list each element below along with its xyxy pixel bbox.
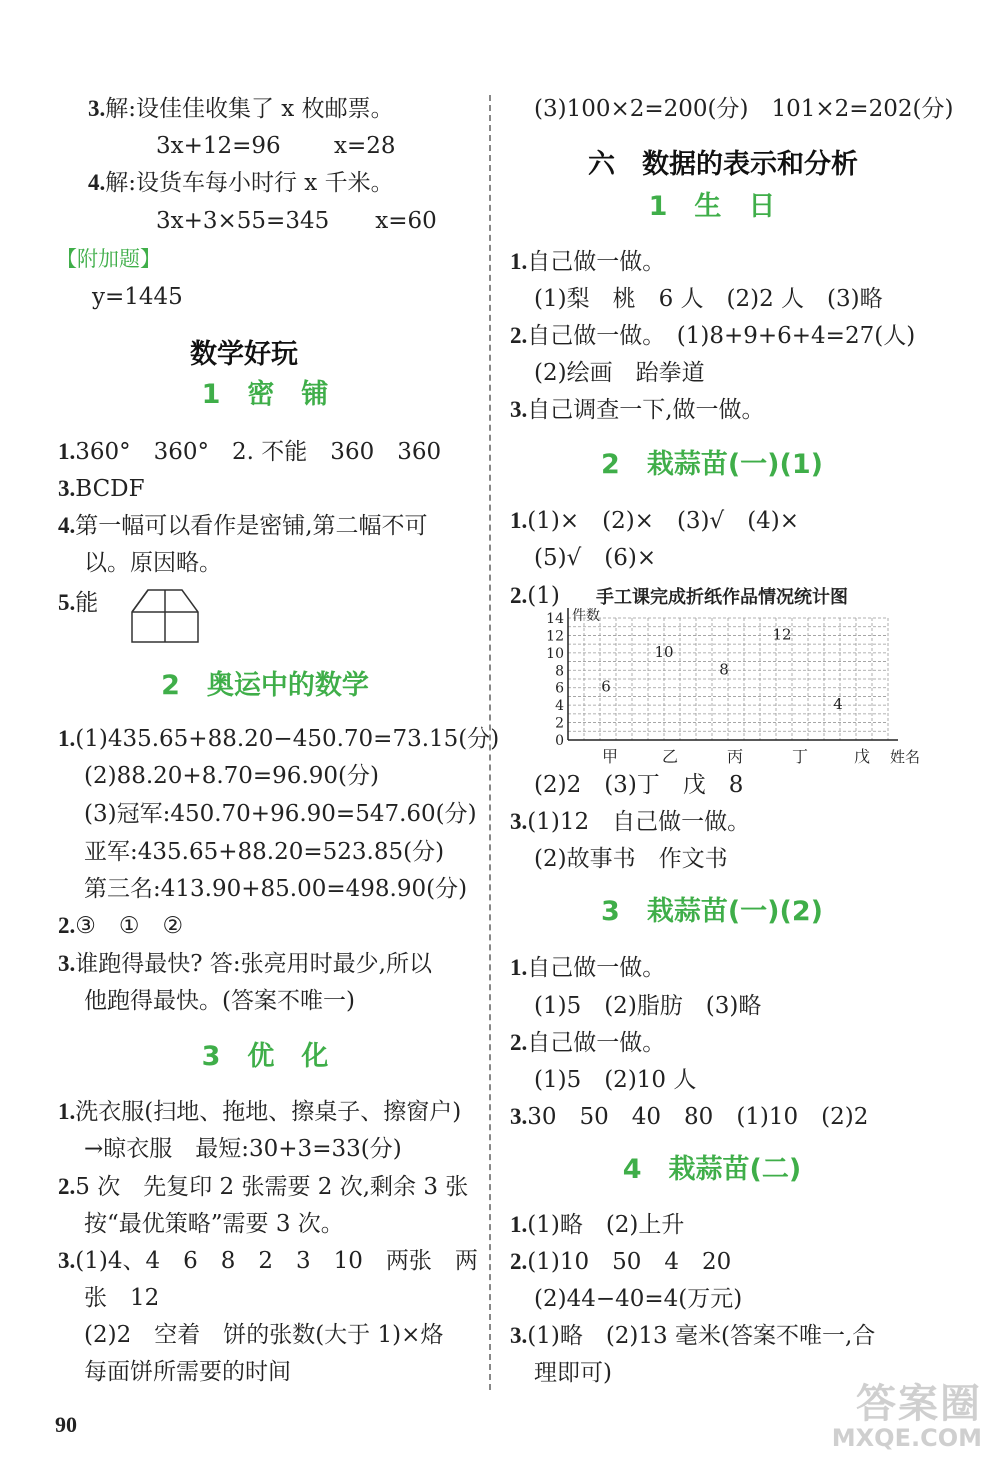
answer-line: (3)100×2=200(分) 101×2=202(分) bbox=[534, 96, 954, 122]
section-main-title: 数学好玩 bbox=[190, 339, 298, 370]
y-axis-label: 件数 bbox=[572, 608, 600, 624]
answer-line: 3.(1)略 (2)13 毫米(答案不唯一,合 bbox=[510, 1323, 876, 1349]
data-label: 10 bbox=[654, 642, 674, 661]
section-title: 1 生 日 bbox=[648, 191, 776, 222]
answer-line: 2.自己做一做。 (1)8+9+6+4=27(人) bbox=[510, 323, 916, 349]
section-title: 1 密 铺 bbox=[201, 379, 329, 410]
answer-line: (1)梨 桃 6 人 (2)2 人 (3)略 bbox=[534, 286, 883, 312]
chart-grid bbox=[568, 618, 888, 740]
answer-line: 5.能 bbox=[58, 590, 99, 616]
bonus-label: 【附加题】 bbox=[56, 247, 161, 271]
column-divider bbox=[489, 95, 491, 1390]
answer-line: 3.解:设佳佳收集了 x 枚邮票。 bbox=[88, 96, 394, 122]
house-tiling-figure bbox=[130, 588, 200, 644]
x-tick-label: 甲 bbox=[601, 747, 619, 766]
watermark-logo: 答案圈 MXQE.COM bbox=[831, 1381, 982, 1452]
y-tick-label: 6 bbox=[555, 680, 564, 697]
answer-line: 1.(1)435.65+88.20−450.70=73.15(分) bbox=[58, 726, 500, 752]
answer-line: 3x+12=96 x=28 bbox=[156, 133, 396, 159]
data-label: 4 bbox=[833, 695, 843, 714]
answer-line: (2)88.20+8.70=96.90(分) bbox=[84, 763, 379, 789]
answer-line: (2)2 空着 饼的张数(大于 1)×烙 bbox=[84, 1322, 444, 1348]
x-tick-label: 丁 bbox=[791, 747, 809, 766]
answer-line: 张 12 bbox=[84, 1285, 160, 1311]
answer-line: 他跑得最快。(答案不唯一) bbox=[84, 988, 355, 1014]
x-tick-label: 乙 bbox=[661, 747, 679, 766]
answer-line: 理即可) bbox=[534, 1360, 612, 1386]
answer-line: 3.BCDF bbox=[58, 476, 145, 502]
answer-line: 2.自己做一做。 bbox=[510, 1030, 666, 1056]
section-title: 2 栽蒜苗(一)(1) bbox=[601, 449, 823, 480]
page-number: 90 bbox=[55, 1412, 77, 1437]
answer-line: 3.(1)4、4 6 8 2 3 10 两张 两 bbox=[58, 1248, 478, 1274]
x-tick-label: 戊 bbox=[853, 747, 871, 766]
answer-line: 第三名:413.90+85.00=498.90(分) bbox=[84, 876, 468, 902]
answer-line: (2)44−40=4(万元) bbox=[534, 1286, 743, 1312]
answer-line: (1)5 (2)脂肪 (3)略 bbox=[534, 993, 762, 1019]
chart-marks bbox=[601, 625, 843, 713]
answer-line: 1.自己做一做。 bbox=[510, 249, 666, 275]
data-label: 12 bbox=[772, 625, 792, 644]
answer-line: 亚军:435.65+88.20=523.85(分) bbox=[84, 839, 445, 865]
answer-line: (3)冠军:450.70+96.90=547.60(分) bbox=[84, 801, 477, 827]
y-tick-label: 10 bbox=[546, 645, 564, 662]
answer-line: 4.解:设货车每小时行 x 千米。 bbox=[88, 170, 394, 196]
answer-line: 4.第一幅可以看作是密铺,第二幅不可 bbox=[58, 513, 428, 539]
answer-line: 3x+3×55=345 x=60 bbox=[156, 208, 437, 234]
answer-line: y=1445 bbox=[92, 284, 183, 310]
section-title: 3 栽蒜苗(一)(2) bbox=[601, 896, 823, 927]
y-tick-label: 14 bbox=[546, 611, 564, 627]
answer-line: 3.30 50 40 80 (1)10 (2)2 bbox=[510, 1104, 869, 1130]
answer-line: 3.谁跑得最快? 答:张亮用时最少,所以 bbox=[58, 951, 432, 977]
answer-line: (5)√ (6)× bbox=[534, 545, 657, 571]
answer-line: 3.(1)12 自己做一做。 bbox=[510, 809, 751, 835]
x-tick-label: 丙 bbox=[726, 747, 744, 766]
answer-line: (1)5 (2)10 人 bbox=[534, 1067, 697, 1093]
y-tick-label: 8 bbox=[555, 663, 564, 680]
answer-line: 2.③ ① ② bbox=[58, 913, 184, 939]
y-tick-label: 0 bbox=[555, 733, 564, 749]
answer-line: 1.360° 360° 2. 不能 360 360 bbox=[58, 439, 442, 465]
section-title: 2 奥运中的数学 bbox=[161, 670, 369, 701]
answer-line: 2.(1)10 50 4 20 bbox=[510, 1249, 732, 1275]
answer-line: (2)2 (3)丁 戊 8 bbox=[534, 772, 744, 798]
y-tick-label: 4 bbox=[555, 698, 564, 715]
section-title: 3 优 化 bbox=[201, 1041, 329, 1072]
y-tick-label: 12 bbox=[546, 628, 564, 645]
answer-line: 1.(1)略 (2)上升 bbox=[510, 1212, 685, 1238]
answer-line: 2.5 次 先复印 2 张需要 2 次,剩余 3 张 bbox=[58, 1174, 469, 1200]
answer-line: (2)绘画 跆拳道 bbox=[534, 360, 705, 386]
chart-title: 手工课完成折纸作品情况统计图 bbox=[596, 587, 848, 608]
answer-line: 1.洗衣服(扫地、拖地、擦桌子、擦窗户) bbox=[58, 1099, 462, 1125]
data-label: 8 bbox=[719, 660, 729, 679]
answer-line: 每面饼所需要的时间 bbox=[84, 1359, 291, 1385]
answer-line: 3.自己调查一下,做一做。 bbox=[510, 397, 765, 423]
answer-line: 2.(1) bbox=[510, 583, 560, 609]
y-tick-label: 2 bbox=[555, 715, 564, 732]
answer-line: 1.自己做一做。 bbox=[510, 955, 666, 981]
section-title: 4 栽蒜苗(二) bbox=[622, 1154, 802, 1185]
chapter-title: 六 数据的表示和分析 bbox=[588, 149, 858, 180]
answer-line: 1.(1)× (2)× (3)√ (4)× bbox=[510, 508, 800, 534]
data-label: 6 bbox=[601, 677, 611, 696]
answer-line: 以。原因略。 bbox=[84, 550, 222, 576]
x-axis-label: 姓名 bbox=[890, 748, 921, 766]
answer-line: →晾衣服 最短:30+3=33(分) bbox=[84, 1136, 402, 1162]
answer-line: (2)故事书 作文书 bbox=[534, 846, 728, 872]
answer-line: 按“最优策略”需要 3 次。 bbox=[84, 1211, 344, 1237]
chart-svg bbox=[530, 606, 930, 768]
